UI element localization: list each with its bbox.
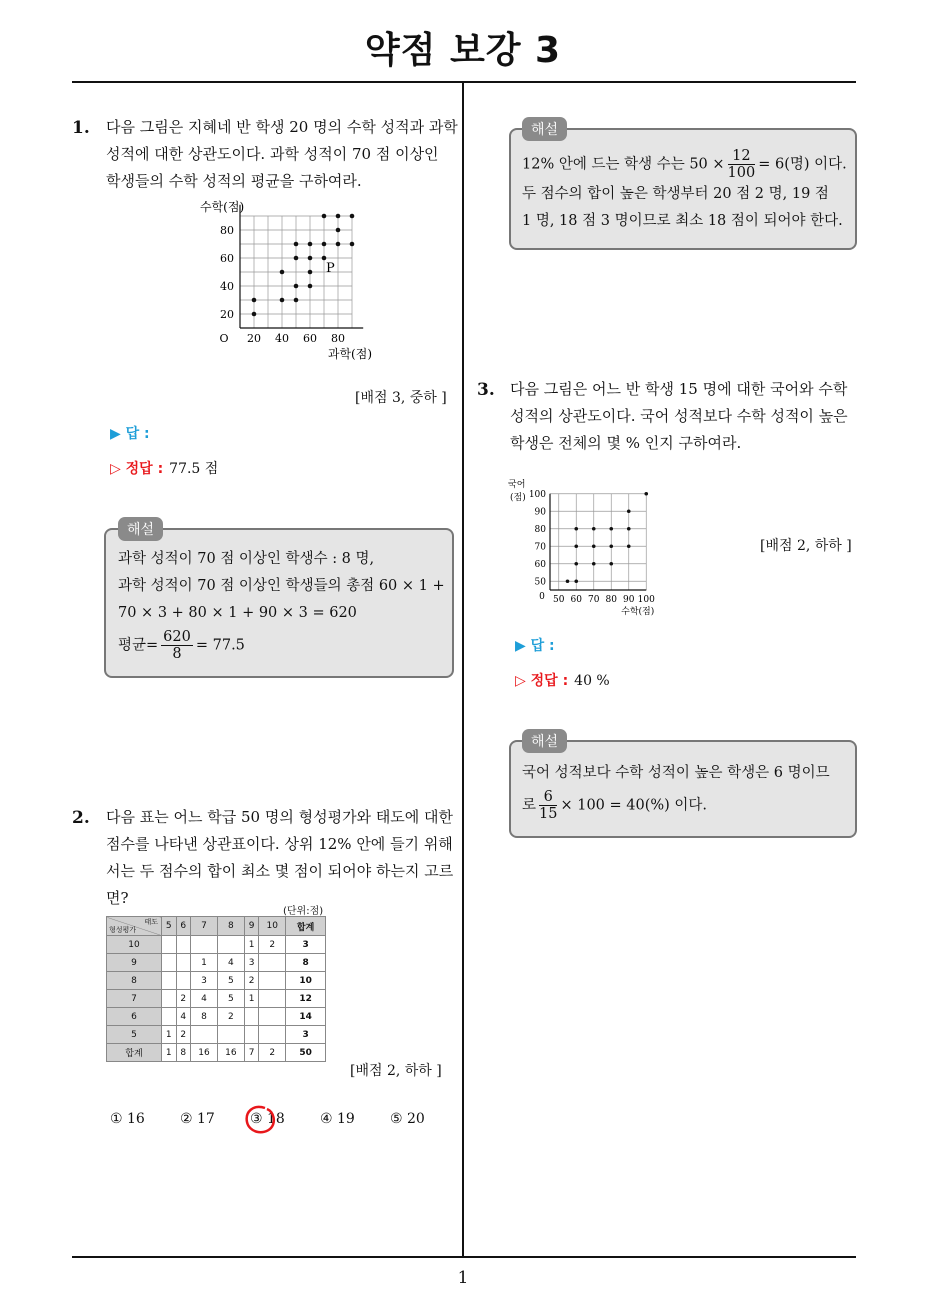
data-point	[574, 544, 578, 548]
data-point	[627, 544, 631, 548]
x-tick-label: 70	[588, 595, 600, 605]
x-tick-label: 40	[275, 332, 289, 345]
x-tick-label: 60	[570, 595, 582, 605]
table-cell: 5	[217, 990, 244, 1008]
table-row	[107, 1026, 326, 1044]
table-cell: 4	[217, 954, 244, 972]
data-point	[280, 298, 285, 303]
table-cell: 1	[162, 1026, 177, 1044]
table-cell: 2	[176, 1026, 191, 1044]
data-point	[294, 242, 299, 247]
table-cell: 2	[217, 1008, 244, 1026]
q3-correct-answer: ▷ 정답 : 40 %	[515, 673, 610, 689]
table-row-header: 7	[107, 990, 162, 1008]
table-col-header: 9	[244, 917, 259, 936]
data-point	[627, 509, 631, 513]
q3-score: [배점 2, 하하 ]	[760, 538, 852, 554]
table-row	[107, 972, 326, 990]
q3-text: 다음 그림은 어느 반 학생 15 명에 대한 국어와 수학 성적의 상관도이다. 국어 성적보다 수학 성적이 높은 학생은 전체의 몇 % 인지 구하여라.	[510, 380, 848, 452]
q1-correct-answer: ▷ 정답 : 77.5 점	[110, 461, 219, 477]
table-cell: 3	[244, 954, 259, 972]
table-col-header: 7	[191, 917, 218, 936]
table-cell: 16	[191, 1044, 218, 1062]
choice-2[interactable]: ② 17	[180, 1111, 215, 1127]
table-cell	[259, 972, 286, 990]
table-cell	[259, 954, 286, 972]
y-tick-label: 80	[220, 224, 234, 237]
table-row-header: 6	[107, 1008, 162, 1026]
data-point	[252, 312, 257, 317]
data-point	[322, 214, 327, 219]
data-point	[308, 270, 313, 275]
table-col-header: 10	[259, 917, 286, 936]
point-label-p: P	[326, 261, 335, 276]
table-cell	[176, 936, 191, 954]
y-tick-label: 50	[534, 577, 546, 588]
x-tick-label: 80	[331, 332, 345, 345]
x-axis-label: 수학(점)	[621, 607, 655, 617]
table-row	[107, 936, 326, 954]
data-point	[294, 298, 299, 303]
table-cell	[244, 1026, 259, 1044]
data-point	[280, 270, 285, 275]
choice-4[interactable]: ④ 19	[320, 1111, 355, 1127]
data-point	[574, 579, 578, 583]
y-axis-label: 수학(점)	[200, 200, 245, 214]
table-cell	[259, 1008, 286, 1026]
q3-explanation-text: 국어 성적보다 수학 성적이 높은 학생은 6 명이므 로 $\frac{6}{15}$ × 100 = 40(%) 이다.	[522, 765, 830, 822]
data-point	[308, 284, 313, 289]
table-cell: 2	[244, 972, 259, 990]
table-cell: 12	[286, 990, 326, 1008]
x-tick-label: 100	[637, 595, 655, 605]
q1-explanation-text: 과학 성적이 70 점 이상인 학생수 : 8 명, 과학 성적이 70 점 이상인 학생들의 총점 60 × 1 + 70 × 3 + 80 × 1 + 90 × 3 = 620 평균= $\frac{620}{8}$ = 77.5	[118, 551, 445, 662]
table-cell: 10	[286, 972, 326, 990]
table-cell: 16	[217, 1044, 244, 1062]
data-point	[336, 214, 341, 219]
data-point	[609, 527, 613, 531]
column-divider	[462, 82, 464, 1258]
q2-number: 2.	[72, 808, 90, 828]
table-col-header: 8	[217, 917, 244, 936]
table-cell	[191, 936, 218, 954]
y-tick-label: 60	[534, 559, 546, 570]
q3-number: 3.	[477, 380, 495, 400]
table-cell	[162, 990, 177, 1008]
table-cell: 1	[244, 936, 259, 954]
data-point	[566, 579, 570, 583]
table-col-header: 합계	[286, 917, 326, 936]
y-tick-label: 20	[220, 308, 234, 321]
table-cell	[176, 972, 191, 990]
q1-answer-label: ▶ 답 :	[110, 426, 150, 442]
x-tick-label: 20	[247, 332, 261, 345]
y-tick-label: 40	[220, 280, 234, 293]
x-tick-label: 80	[605, 595, 617, 605]
data-point	[574, 562, 578, 566]
data-point	[308, 242, 313, 247]
table-row	[107, 1044, 326, 1062]
data-point	[350, 242, 355, 247]
table-cell	[162, 954, 177, 972]
q2-explanation-text: 12% 안에 드는 학생 수는 50 × $\frac{12}{100}$ = 6(명) 이다. 두 점수의 합이 높은 학생부터 20 점 2 명, 19 점 1 명, 18 점 3 명이므로 최소 18 점이 되어야 한다.	[522, 148, 847, 229]
table-cell	[162, 1008, 177, 1026]
table-cell: 1	[244, 990, 259, 1008]
data-point	[294, 256, 299, 261]
table-cell: 50	[286, 1044, 326, 1062]
data-point	[592, 544, 596, 548]
table-cell	[162, 936, 177, 954]
table-cell: 1	[191, 954, 218, 972]
table-cell: 8	[191, 1008, 218, 1026]
q1-scatter-chart	[195, 195, 372, 365]
data-point	[308, 256, 313, 261]
page-number: 1	[457, 1268, 469, 1288]
bottom-rule	[72, 1256, 856, 1258]
data-point	[322, 242, 327, 247]
table-cell: 7	[244, 1044, 259, 1062]
table-cell: 3	[286, 936, 326, 954]
table-col-header: 5	[162, 917, 177, 936]
table-cell	[162, 972, 177, 990]
table-row-header: 합계	[107, 1044, 162, 1062]
table-cell: 3	[191, 972, 218, 990]
choice-3[interactable]: ③ 18	[250, 1111, 285, 1127]
q2-correlation-table	[106, 916, 326, 1062]
top-rule	[72, 81, 856, 83]
y-tick-label: 70	[534, 542, 546, 553]
table-cell: 8	[176, 1044, 191, 1062]
q1-number: 1.	[72, 118, 90, 138]
table-cell: 2	[176, 990, 191, 1008]
table-cell: 3	[286, 1026, 326, 1044]
q2-score: [배점 2, 하하 ]	[350, 1063, 442, 1079]
data-point	[592, 527, 596, 531]
table-cell	[244, 1008, 259, 1026]
page-title: 약점 보강 3	[364, 30, 562, 71]
y-tick-label: 60	[220, 252, 234, 265]
q2-text: 다음 표는 어느 학급 50 명의 형성평가와 태도에 대한 점수를 나타낸 상관표이다. 상위 12% 안에 들기 위해 서는 두 점수의 합이 최소 몇 점이 되어야 하는지 고르 면?	[106, 808, 454, 907]
table-row-header: 10	[107, 936, 162, 954]
table-cell: 2	[259, 936, 286, 954]
table-row-header: 8	[107, 972, 162, 990]
table-row	[107, 990, 326, 1008]
x-tick-label: 50	[553, 595, 565, 605]
table-cell	[191, 1026, 218, 1044]
data-point	[322, 256, 327, 261]
data-point	[644, 492, 648, 496]
data-point	[336, 242, 341, 247]
data-point	[627, 527, 631, 531]
y-tick-label: 90	[534, 507, 546, 518]
table-cell	[217, 936, 244, 954]
y-tick-label: 100	[528, 489, 546, 500]
table-row	[107, 1008, 326, 1026]
table-cell	[259, 1026, 286, 1044]
choice-1[interactable]: ① 16	[110, 1111, 145, 1127]
table-col-header: 6	[176, 917, 191, 936]
table-cell	[217, 1026, 244, 1044]
q3-answer-label: ▶ 답 :	[515, 638, 555, 654]
table-cell: 14	[286, 1008, 326, 1026]
q1-text: 다음 그림은 지혜네 반 학생 20 명의 수학 성적과 과학 성적에 대한 상관도이다. 과학 성적이 70 점 이상인 학생들의 수학 성적의 평균을 구하여라.	[106, 118, 458, 190]
choice-5[interactable]: ⑤ 20	[390, 1111, 425, 1127]
table-cell: 4	[191, 990, 218, 1008]
y-axis-label-unit: (점)	[510, 493, 526, 503]
data-point	[350, 214, 355, 219]
q2-table-unit: (단위:점)	[283, 906, 324, 917]
table-row	[107, 954, 326, 972]
table-cell: 1	[162, 1044, 177, 1062]
table-corner: 태도 형성평가	[107, 917, 162, 936]
q2-explanation-tag: 해설	[522, 117, 567, 141]
table-cell	[176, 954, 191, 972]
x-axis-label: 과학(점)	[327, 347, 372, 361]
data-point	[609, 562, 613, 566]
table-row-header: 5	[107, 1026, 162, 1044]
q3-explanation-tag: 해설	[522, 729, 567, 753]
x-tick-label: 90	[623, 595, 635, 605]
table-row-header: 9	[107, 954, 162, 972]
y-axis-label: 국어	[508, 480, 526, 490]
y-tick-label: 80	[534, 524, 546, 535]
q1-score: [배점 3, 중하 ]	[355, 390, 447, 406]
data-point	[592, 562, 596, 566]
origin-label: O	[219, 332, 229, 345]
data-point	[336, 228, 341, 233]
data-point	[294, 284, 299, 289]
data-point	[609, 544, 613, 548]
table-cell: 2	[259, 1044, 286, 1062]
data-point	[252, 298, 257, 303]
origin-label: 0	[539, 592, 545, 602]
table-cell	[259, 990, 286, 1008]
table-cell: 5	[217, 972, 244, 990]
x-tick-label: 60	[303, 332, 317, 345]
q1-explanation-tag: 해설	[118, 517, 163, 541]
q3-scatter-chart	[500, 470, 680, 620]
table-cell: 4	[176, 1008, 191, 1026]
selected-choice-circle-icon	[243, 1104, 277, 1136]
table-cell: 8	[286, 954, 326, 972]
data-point	[574, 527, 578, 531]
